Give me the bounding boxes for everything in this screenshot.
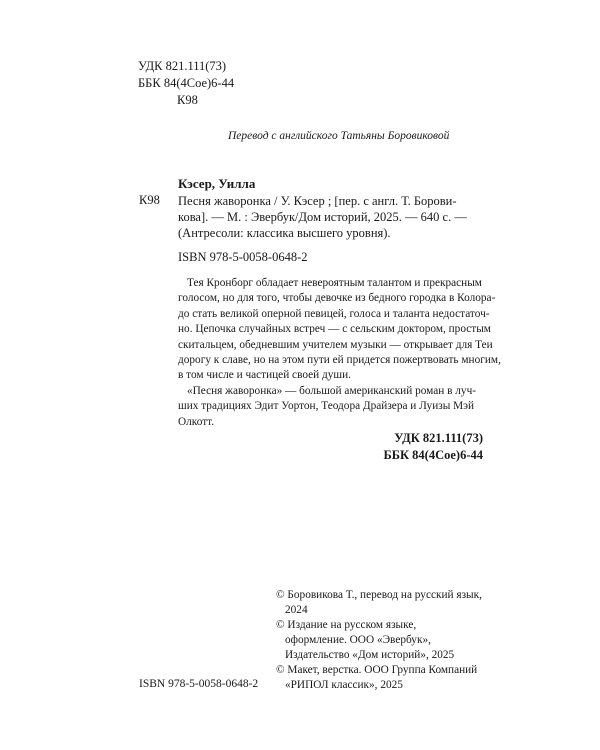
abstract — [178, 276, 501, 430]
abstract-line: до стать великой оперной певицей, голоса и таланта недостаточ- — [178, 307, 490, 320]
author-mark-inline: К98 — [139, 193, 160, 207]
copyright-line: оформление. ООО «Эвербук», — [285, 634, 431, 646]
copyright-line: «РИПОЛ классик», 2025 — [285, 679, 403, 691]
bbk-code: ББК 84(4Сое)6-44 — [138, 76, 235, 90]
author-mark: К98 — [177, 93, 198, 107]
isbn-main: ISBN 978-5-0058-0648-2 — [178, 250, 308, 264]
copyright-line: © Издание на русском языке, — [276, 619, 417, 631]
udk-code-bottom: УДК 821.111(73) — [394, 431, 483, 445]
copyright-line: 2024 — [285, 604, 308, 616]
bottom-classification-codes — [383, 430, 483, 464]
top-classification-codes — [138, 58, 234, 109]
abstract-line: Тея Кронборг обладает невероятным талантом и прекрасным — [187, 277, 482, 289]
author-heading: Кэсер, Уилла — [178, 176, 256, 191]
copyright-line: Издательство «Дом историй», 2025 — [285, 649, 455, 661]
bibl-line-2: кова]. — М. : Эвербук/Дом историй, 2025. — 640 с. — — [178, 210, 467, 224]
copyright-line: © Боровикова Т., перевод на русский язык, — [276, 589, 482, 601]
copyright-block — [276, 588, 482, 693]
udk-code: УДК 821.111(73) — [138, 59, 227, 73]
abstract-line: в том числе и частицей своей души. — [178, 369, 351, 382]
abstract-line: скитальцем, обедневшим учителем музыки — открывает для Теи — [178, 338, 493, 351]
bibliographic-description — [178, 193, 483, 241]
abstract-line: но. Цепочка случайных встреч — с сельским доктором, простым — [178, 323, 491, 336]
copyright-line: © Макет, верстка. ООО Группа Компаний — [276, 664, 478, 676]
abstract-line: Олкотт. — [178, 415, 215, 428]
bibl-line-1: Песня жаворонка / У. Кэсер ; [пер. с англ. Т. Борови- — [178, 194, 457, 208]
bbk-code-bottom: ББК 84(4Сое)6-44 — [383, 448, 483, 462]
abstract-line: дорогу к славе, но на этом пути ей придется пожертвовать многим, — [178, 354, 501, 367]
bibl-line-3: (Антресоли: классика высшего уровня). — [178, 226, 391, 240]
translator-note: Перевод с английского Татьяны Боровиковой — [228, 130, 450, 142]
abstract-line: голосом, но для того, чтобы девочке из бедного городка в Колора- — [178, 292, 496, 305]
abstract-line: ших традициях Эдит Уортон, Теодора Драйзера и Луизы Мэй — [178, 400, 475, 413]
isbn-footer: ISBN 978-5-0058-0648-2 — [139, 678, 259, 690]
abstract-line: «Песня жаворонка» — большой американский роман в луч- — [187, 384, 477, 397]
